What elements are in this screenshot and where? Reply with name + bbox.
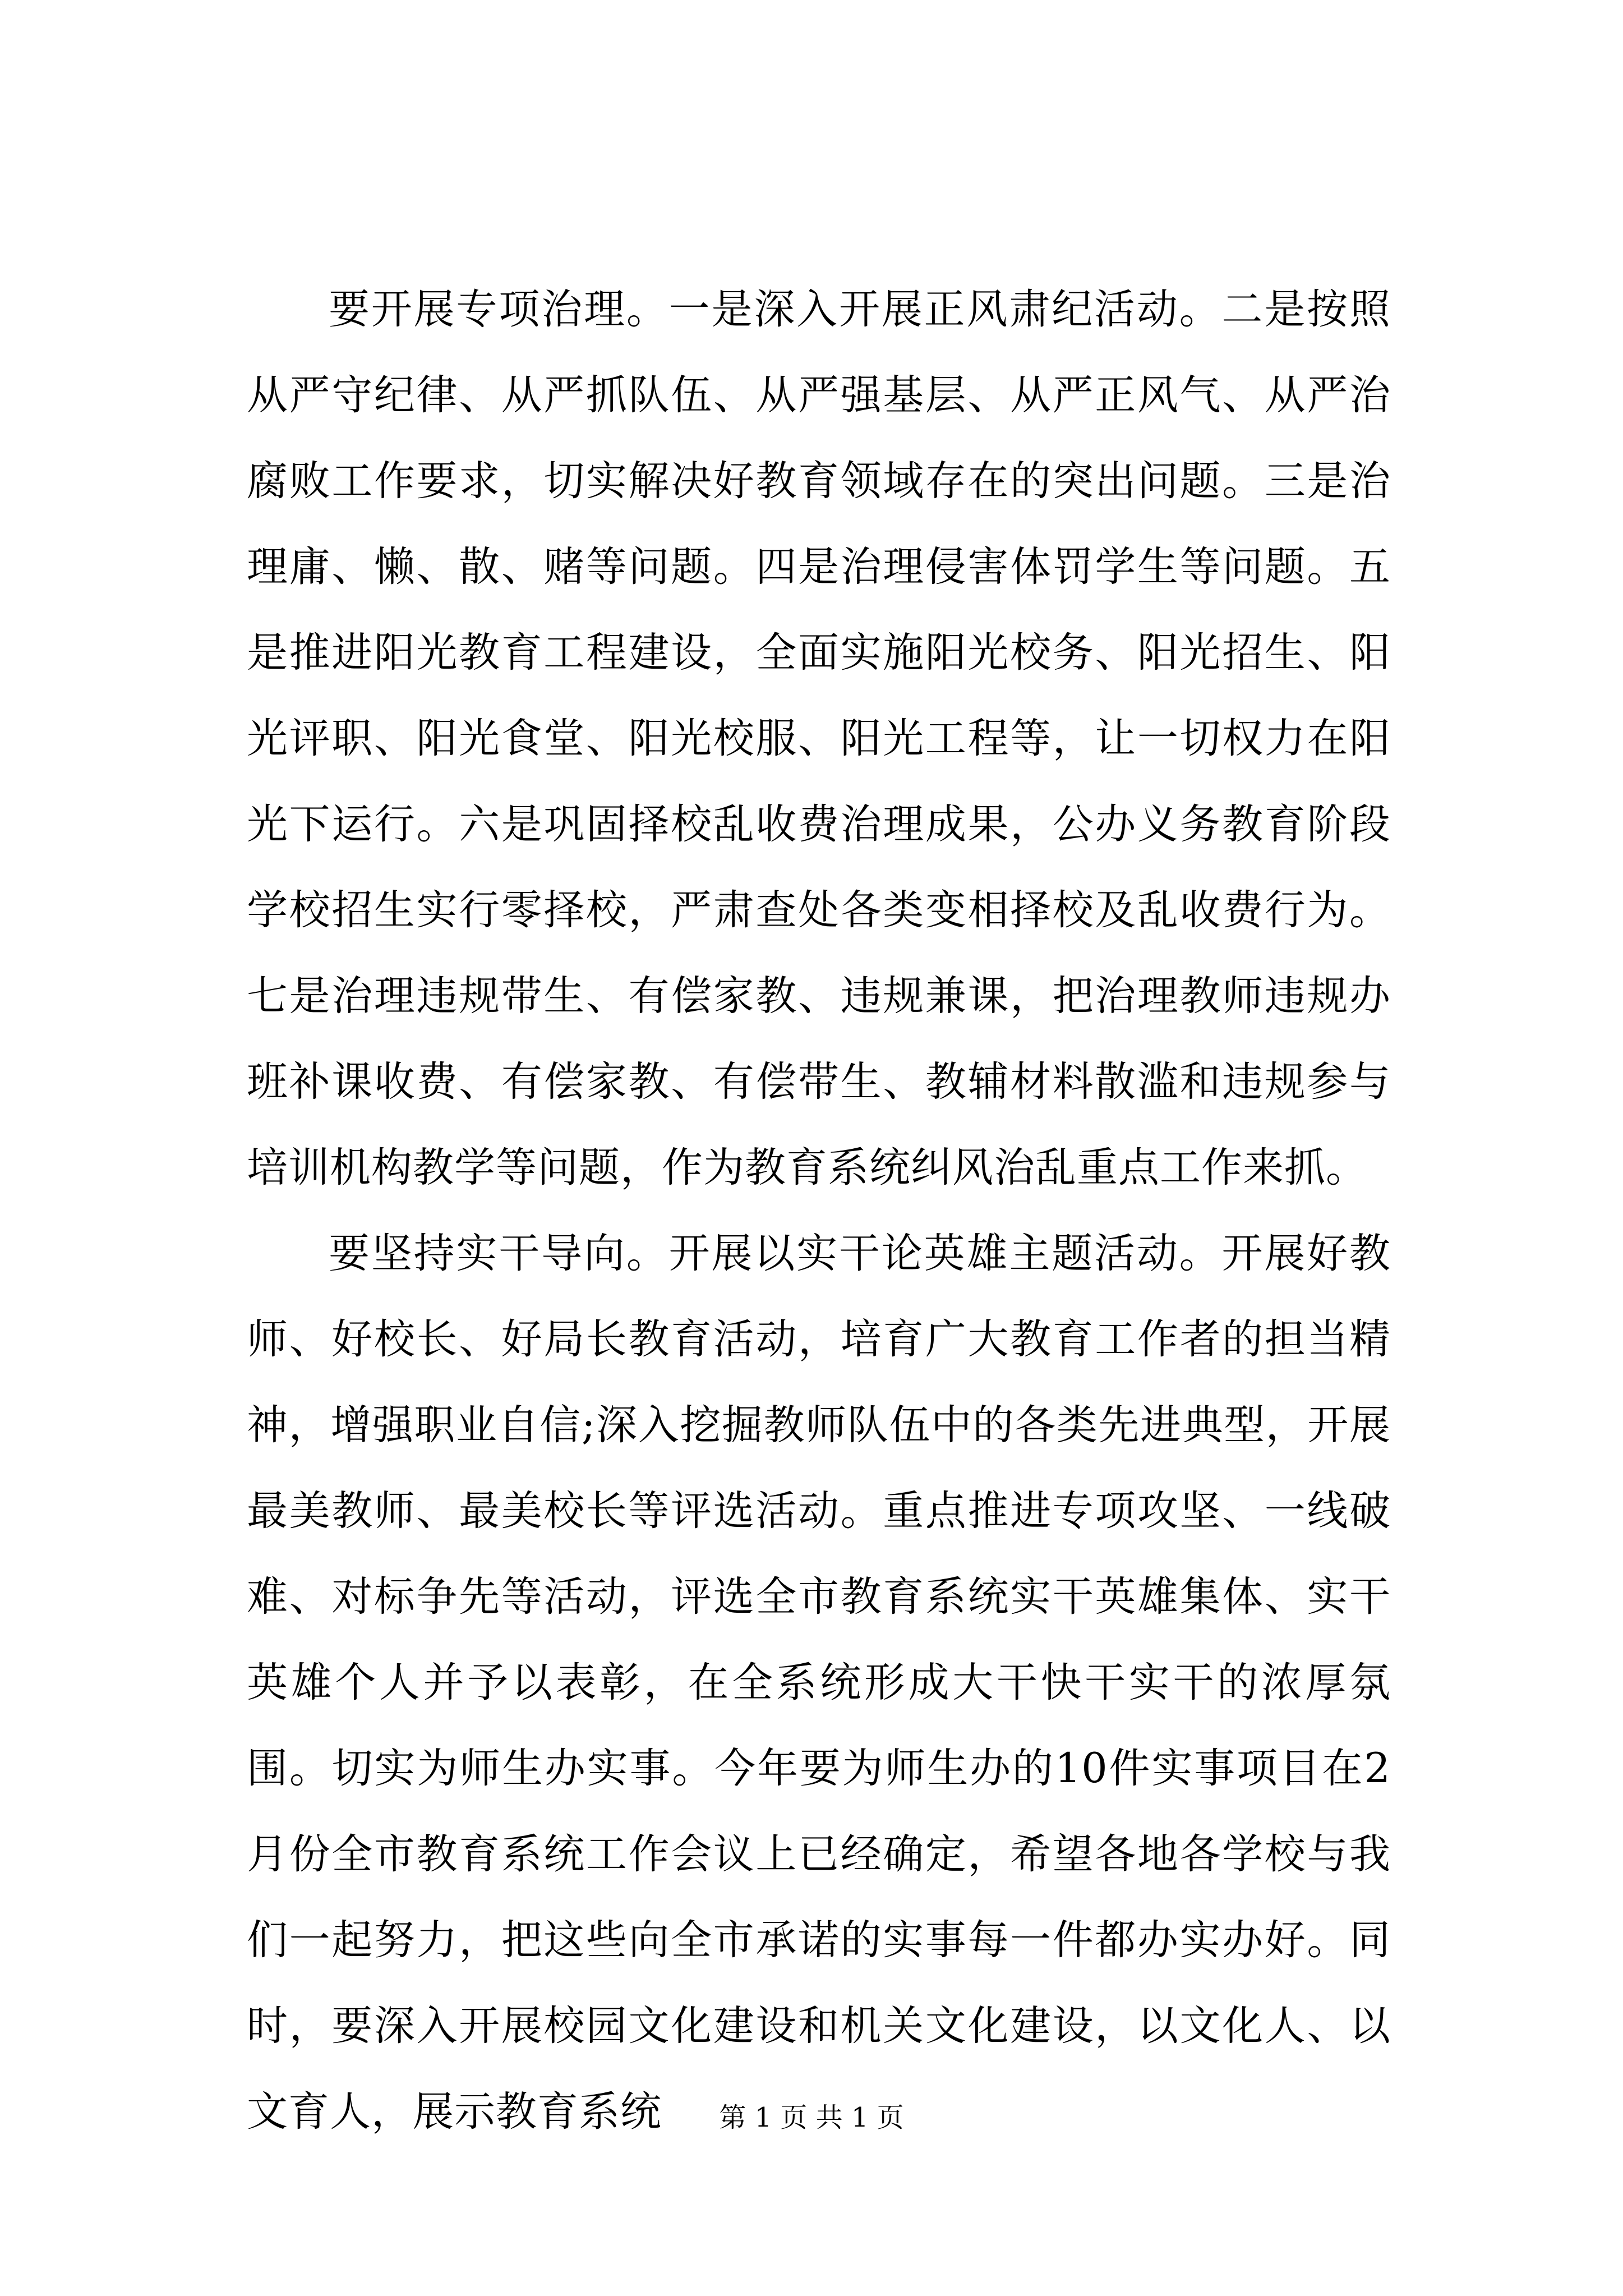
paragraph-practical-orientation: 要坚持实干导向。开展以实干论英雄主题活动。开展好教师、好校长、好局长教育活动，培育广大教育工作者的担当精神，增强职业自信;深入挖掘教师队伍中的各类先进典型，开展最美教师、最美校长等评选活动。重点推进专项攻坚、一线破难、对标争先等活动，评选全市教育系统实干英雄集体、实干英雄个人并予以表彰，在全系统形成大干快干实干的浓厚氛围。切实为师生办实事。今年要为师生办的10件实事项目在2月份全市教育系统工作会议上已经确定，希望各地各学校与我们一起努力，把这些向全市承诺的实事每一件都办实办好。同时，要深入开展校园文化建设和机关文化建设，以文化人、以文育人，展示教育系统 bbox=[247, 1230, 1391, 2136]
document-body bbox=[247, 266, 1391, 2155]
page-footer: 第 1 页 共 1 页 bbox=[719, 2102, 904, 2133]
paragraph-special-governance: 要开展专项治理。一是深入开展正风肃纪活动。二是按照从严守纪律、从严抓队伍、从严强基层、从严正风气、从严治腐败工作要求，切实解决好教育领域存在的突出问题。三是治理庸、懒、散、赌等问题。四是治理侵害体罚学生等问题。五是推进阳光教育工程建设，全面实施阳光校务、阳光招生、阳光评职、阳光食堂、阳光校服、阳光工程等，让一切权力在阳光下运行。六是巩固择校乱收费治理成果，公办义务教育阶段学校招生实行零择校，严肃查处各类变相择校及乱收费行为。七是治理违规带生、有偿家教、违规兼课，把治理教师违规办班补课收费、有偿家教、有偿带生、教辅材料散滥和违规参与培训机构教学等问题，作为教育系统纠风治乱重点工作来抓。 bbox=[247, 286, 1391, 1191]
